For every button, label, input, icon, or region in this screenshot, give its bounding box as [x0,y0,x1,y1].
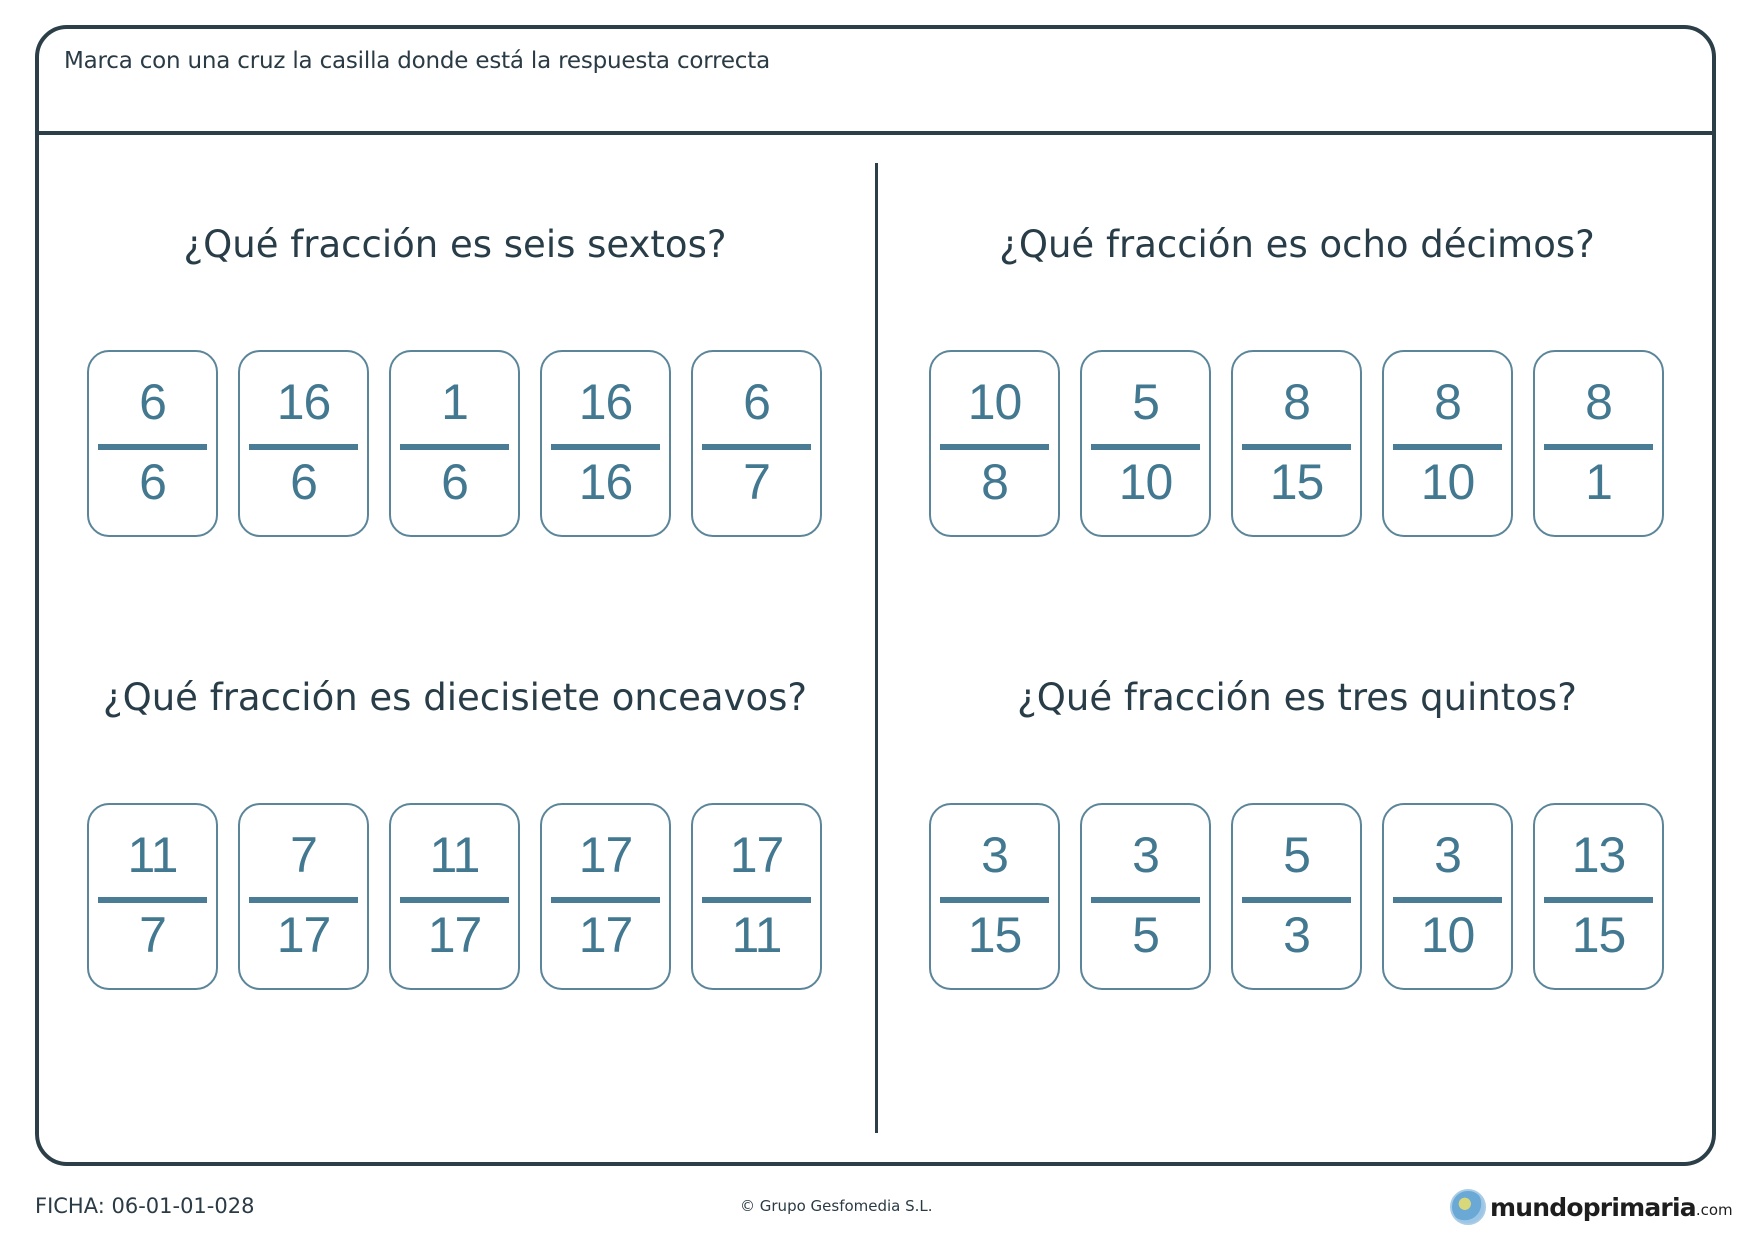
denominator: 15 [967,907,1022,963]
numerator: 17 [578,827,633,883]
numerator: 1 [441,374,468,430]
question-1: ¿Qué fracción es seis sextos? [183,223,727,266]
fraction-bar [1393,897,1502,903]
option-card[interactable] [540,350,671,537]
option-card[interactable] [1231,350,1362,537]
option-card[interactable] [87,350,218,537]
numerator: 3 [1434,827,1461,883]
fraction-bar [1091,897,1200,903]
option-card[interactable] [1382,803,1513,990]
denominator: 1 [1585,454,1612,510]
fraction-bar [1242,897,1351,903]
denominator: 3 [1283,907,1310,963]
denominator: 10 [1118,454,1173,510]
denominator: 8 [981,454,1008,510]
fraction-bar [702,444,811,450]
denominator: 17 [578,907,633,963]
globe-icon [1450,1189,1486,1225]
option-card[interactable] [389,803,520,990]
option-card[interactable] [87,803,218,990]
numerator: 3 [1132,827,1159,883]
numerator: 3 [981,827,1008,883]
numerator: 13 [1571,827,1626,883]
option-card[interactable] [238,803,369,990]
numerator: 7 [290,827,317,883]
numerator: 16 [276,374,331,430]
question-4: ¿Qué fracción es tres quintos? [1017,676,1577,719]
fraction-bar [400,444,509,450]
mundoprimaria-logo [1450,1186,1733,1228]
option-card[interactable] [1231,803,1362,990]
fraction-bar [249,444,358,450]
options-row-2 [929,350,1669,537]
numerator: 5 [1132,374,1159,430]
denominator: 17 [276,907,331,963]
option-card[interactable] [1080,803,1211,990]
option-card[interactable] [1533,350,1664,537]
numerator: 8 [1434,374,1461,430]
fraction-bar [1544,897,1653,903]
header-divider [35,131,1716,135]
option-card[interactable] [929,350,1060,537]
options-row-4 [929,803,1669,990]
numerator: 10 [967,374,1022,430]
question-2: ¿Qué fracción es ocho décimos? [999,223,1595,266]
denominator: 10 [1420,907,1475,963]
denominator: 6 [139,454,166,510]
option-card[interactable] [691,803,822,990]
numerator: 16 [578,374,633,430]
numerator: 6 [743,374,770,430]
denominator: 5 [1132,907,1159,963]
numerator: 8 [1585,374,1612,430]
option-card[interactable] [1382,350,1513,537]
option-card[interactable] [389,350,520,537]
fraction-bar [940,444,1049,450]
fraction-bar [551,897,660,903]
fraction-bar [551,444,660,450]
option-card[interactable] [929,803,1060,990]
fraction-bar [1393,444,1502,450]
fraction-bar [98,897,207,903]
worksheet-code: FICHA: 06-01-01-028 [35,1194,255,1218]
fraction-bar [1091,444,1200,450]
fraction-bar [940,897,1049,903]
options-row-1 [87,350,827,537]
option-card[interactable] [540,803,671,990]
denominator: 17 [427,907,482,963]
copyright-text: © Grupo Gesfomedia S.L. [740,1197,933,1215]
denominator: 16 [578,454,633,510]
fraction-bar [1544,444,1653,450]
option-card[interactable] [238,350,369,537]
question-3: ¿Qué fracción es diecisiete onceavos? [102,676,808,719]
denominator: 11 [731,907,782,963]
fraction-bar [400,897,509,903]
denominator: 6 [290,454,317,510]
option-card[interactable] [691,350,822,537]
numerator: 5 [1283,827,1310,883]
instruction-text: Marca con una cruz la casilla donde está la respuesta correcta [64,48,770,74]
numerator: 17 [729,827,784,883]
denominator: 15 [1571,907,1626,963]
denominator: 7 [139,907,166,963]
column-divider [875,163,878,1133]
option-card[interactable] [1533,803,1664,990]
fraction-bar [702,897,811,903]
numerator: 11 [127,827,178,883]
fraction-bar [1242,444,1351,450]
logo-text: mundoprimaria [1490,1192,1696,1222]
denominator: 15 [1269,454,1324,510]
logo-suffix: .com [1695,1201,1733,1219]
options-row-3 [87,803,827,990]
denominator: 6 [441,454,468,510]
numerator: 6 [139,374,166,430]
numerator: 8 [1283,374,1310,430]
denominator: 10 [1420,454,1475,510]
fraction-bar [98,444,207,450]
denominator: 7 [743,454,770,510]
option-card[interactable] [1080,350,1211,537]
numerator: 11 [429,827,480,883]
fraction-bar [249,897,358,903]
